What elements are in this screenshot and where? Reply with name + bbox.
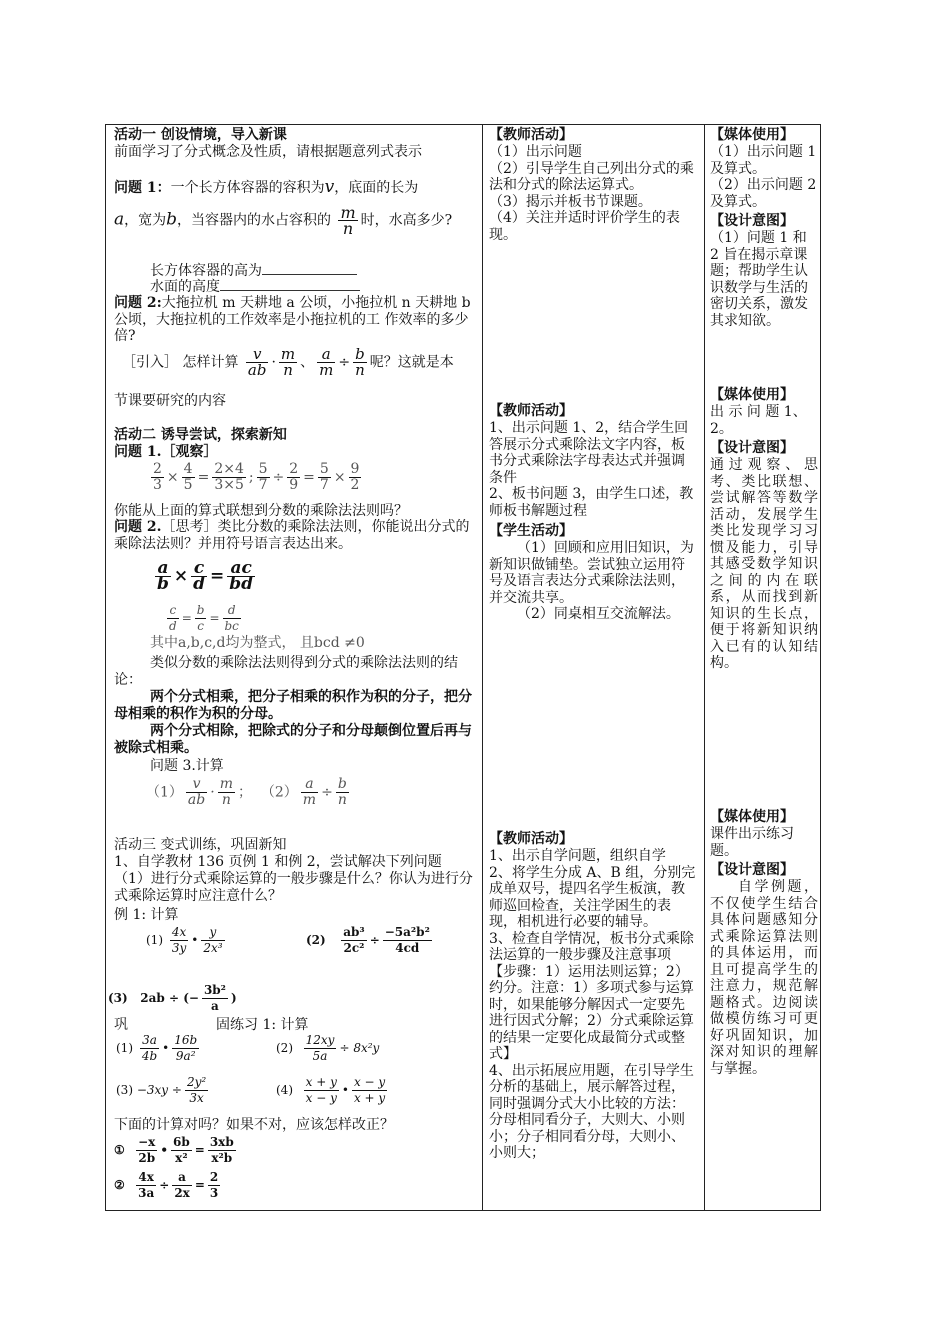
example1-title: 例 1: 计算	[114, 907, 179, 923]
activity1-title: 活动一 创设情境，导入新课	[114, 127, 287, 143]
media-heading-2: 【媒体使用】	[710, 387, 794, 403]
check-item2: ② $\frac{4x}{3a}$ ÷ $\frac{a}{2x}$ = $\frac{2}{3}$	[114, 1170, 219, 1200]
question3-items: （1） $\frac{v}{ab}$ · $\frac{m}{n}$ ； （2） $\frac{a}{m}$ ÷ $\frac{b}{n}$	[146, 776, 347, 808]
student-activity-heading: 【学生活动】	[489, 523, 573, 539]
question2: 问题 2:大拖拉机 m 天耕地 a 公顷，小拖拉机 n 天耕地 b 公顷，大拖拉机的工作效率是小拖拉机的工 作效率的多少倍?	[114, 295, 471, 344]
activity3-line1: 1、自学教材 136 页例 1 和例 2，尝试解决下列问题	[114, 854, 442, 870]
media-design-column	[705, 125, 822, 1210]
teacher-activity-2: 1、出示问题 1、2，结合学生回答展示分式乘除法文字内容，板书分式乘除法字母表达式并强调条件 2、板书问题 3，由学生口述，教师板书解题过程	[489, 420, 694, 519]
example1-item2: (2) $\frac{\text{ab³}}{\text{2c²}}$ ÷ $\frac{\text{−5a²b²}}{4cd}$	[306, 925, 430, 955]
practice-item4: (4) $\frac{x + y}{x - y}$ • $\frac{x - y}{x + y}$	[276, 1075, 386, 1105]
fraction-m-n: $\frac{m}{n}$	[340, 203, 356, 238]
media-heading-3: 【媒体使用】	[710, 809, 794, 825]
observe-question: 问题 1.［观察］	[114, 444, 218, 460]
design-intent-1: （1）问题 1 和 2 旨在揭示章课题；帮助学生认识数学与生活的密切关系，激发其求知欲。	[710, 230, 808, 329]
activity1-intro: 前面学习了分式概念及性质，请根据题意列式表示	[114, 144, 422, 160]
question1: 问题 1：一个长方体容器的容积为v，底面的长为	[114, 177, 419, 197]
design-heading-2: 【设计意图】	[710, 440, 794, 456]
teacher-activity-heading-3: 【教师活动】	[489, 831, 573, 847]
check-item1: ① $\frac{-x}{2b}$ • $\frac{6b}{\text{x²}}$ = $\frac{3xb}{\text{x²b}}$	[114, 1135, 234, 1165]
activity-column	[106, 125, 482, 1210]
check-question: 下面的计算对吗？如果不对，应该怎样改正？	[114, 1117, 394, 1133]
question1-line2: a，宽为b，当容器内的水占容积的 $\frac{m}{n}$ 时，水高多少?	[114, 203, 453, 238]
practice-item3: (3) −3xy ÷ $\frac{\text{2y²}}{3x}$	[116, 1075, 207, 1105]
question3: 问题 3.计算	[150, 758, 224, 774]
lesson-table	[105, 124, 821, 1211]
activity3-line2: （1）进行分式乘除运算的一般步骤是什么？你认为进行分式乘除运算时应注意什么？	[114, 871, 473, 904]
teacher-activity-3: 1、出示自学问题，组织自学 2、将学生分成 A、B 组，分别完成单双号，提四名学生板演，教师巡回检查，关注学困生的表现，相机进行必要的辅导。 3、检查自学情况，板书分式乘除法运算的一般步骤及注意事项【步骤：1）运用法则运算；2）约分。注意：1）多项式参与运算时，如果能够分解因式一定要先进行因式分解；2）分式乘除运算的结果一定要化成最简分式或整式】 4、出示拓展应用题，在引导学生分析的基础上，展示解答过程，同时强调分式大小比较的方法：分母相同看分子，大则大、小则小；分子相同看分母，大则小、小则大；	[489, 848, 696, 1161]
multiply-rule: 两个分式相乘，把分子相乘的积作为积的分子，把分母相乘的积作为积的分母。	[114, 689, 472, 722]
teacher-column	[483, 125, 704, 1210]
activity3-title: 活动三 变式训练，巩固新知	[114, 837, 287, 853]
media-use-3: 课件出示练习题。	[710, 826, 794, 859]
media-heading-1: 【媒体使用】	[710, 127, 794, 143]
divide-rule-formula: $\frac{c}{d}$ = $\frac{b}{c}$ = $\frac{d}{bc}$	[169, 603, 239, 633]
design-heading-3: 【设计意图】	[710, 862, 794, 878]
teacher-activity-heading-2: 【教师活动】	[489, 403, 573, 419]
teacher-activity-1: （1）出示问题 （2）引导学生自己列出分式的乘法和分式的除法运算式。 （3）揭示并板书节课题。 （4）关注并适时评价学生的表现。	[489, 144, 694, 243]
think-question: 问题 2.［思考］类比分数的乘除法法则，你能说出分式的乘除法法则？并用符号语言表达出来。	[114, 519, 470, 552]
media-use-1: （1）出示问题 1 及算式。 （2）出示问题 2 及算式。	[710, 144, 817, 210]
observe-prompt: 你能从上面的算式联想到分数的乘除法法则吗？	[114, 503, 408, 519]
activity2-title: 活动二 诱导尝试，探索新知	[114, 427, 287, 443]
student-activity: （1）回顾和应用旧知识，为新知识做铺垫。尝试独立运用符号及语言表达分式乘除法法则，并交流共享。 （2）同桌相互交流解法。	[489, 540, 694, 622]
analogy-text: 类似分数的乘除法法则得到分式的乘除法法则的结论：	[114, 655, 458, 688]
example1-item1: (1) $\frac{4x}{3y}$ • $\frac{y}{\text{2x³}}$	[146, 925, 223, 955]
condition-text: 其中a,b,c,d均为整式， 且bcd ≠0	[150, 635, 365, 651]
water-blank: 水面的高度	[150, 278, 360, 295]
design-intent-2: 通过观察、思考、类比联想、尝试解答等数学活动，发展学生类比发现学习习惯及能力，引导其感受数学知识之间的内在联系，从而找到新知识的生长点，便于将新知识纳入已有的认知结构。	[710, 457, 818, 671]
multiply-rule-formula: $\frac{a}{b}$ × $\frac{c}{d}$ = $\frac{ac}{bd}$	[157, 558, 254, 594]
intro-question-end: 节课要研究的内容	[114, 393, 226, 409]
height-blank: 长方体容器的高为	[150, 262, 357, 279]
design-intent-3: 自学例题，不仅使学生结合具体问题感知分式乘除运算法则的具体运用，而且可提高学生的注意力，规范解题格式。边阅读做模仿练习可更好巩固知识，加深对知识的理解与掌握。	[710, 879, 818, 1077]
practice-title: 巩 固练习 1: 计算	[114, 1017, 309, 1033]
example1-item3: (3) 2ab ÷ (− $\frac{\text{3b²}}{a}$ )	[108, 983, 237, 1013]
teacher-activity-heading-1: 【教师活动】	[489, 127, 573, 143]
observe-equation: $\frac{2}{3}$ × $\frac{4}{5}$ = $\frac{2\times 4}{3\times 5}$ ; $\frac{5}{7}$ ÷ $\frac{2}{9}$ = $\frac{5}{7}$ × $\frac{9}{2}$	[153, 461, 360, 493]
practice-item2: (2) $\frac{12xy}{5a}$ ÷ 8x²y	[276, 1033, 380, 1063]
practice-item1: (1) $\frac{3a}{4b}$ • $\frac{16b}{\text{9a²}}$	[116, 1033, 198, 1063]
design-heading-1: 【设计意图】	[710, 213, 794, 229]
divide-rule: 两个分式相除，把除式的分子和分母颠倒位置后再与被除式相乘。	[114, 723, 472, 756]
media-use-2: 出 示 问 题 1、2。	[710, 404, 807, 437]
intro-question: ［引入］ 怎样计算 $\frac{v}{ab}$ · $\frac{m}{n}$ 、 $\frac{a}{m}$ ÷ $\frac{b}{n}$ 呢？这就是本	[122, 345, 454, 379]
